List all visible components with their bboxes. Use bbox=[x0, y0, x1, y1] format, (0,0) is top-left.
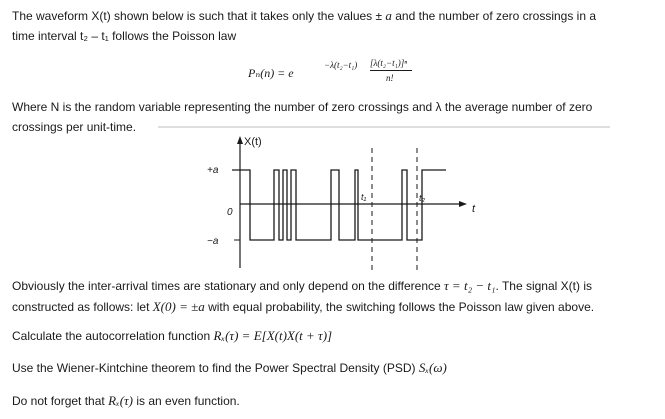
stationary-line bbox=[12, 276, 592, 296]
even-end: is an even function. bbox=[133, 394, 240, 408]
zero-label: 0 bbox=[227, 207, 233, 218]
even-line bbox=[12, 391, 240, 411]
stationary-end: . The signal X(t) is bbox=[495, 279, 592, 293]
calc-line bbox=[12, 326, 332, 346]
stationary-text: Obviously the inter-arrival times are stationary and only depend on the difference bbox=[12, 279, 445, 293]
intro-line-1-text: The waveform X(t) shown below is such that it takes only the values ± bbox=[12, 9, 386, 23]
formula-exponent: −λ(t₂−t₁) bbox=[324, 60, 358, 70]
even-text: Do not forget that bbox=[12, 394, 109, 408]
intro-var-a: a bbox=[385, 8, 392, 23]
t1-label: t₁ bbox=[361, 192, 367, 202]
initial-condition: X(0) = ±a bbox=[152, 299, 205, 314]
formula-denominator: n! bbox=[386, 73, 394, 83]
construct-end: with equal probability, the switching follows the Poisson law given above. bbox=[204, 300, 595, 314]
wiener-line bbox=[12, 358, 447, 378]
construct-text: constructed as follows: let bbox=[12, 300, 153, 314]
y-axis-label: X(t) bbox=[244, 136, 262, 148]
x-axis-label: t bbox=[472, 203, 476, 215]
construct-line bbox=[12, 297, 594, 317]
intro-line-1-end: and the number of zero crossings in a bbox=[391, 9, 597, 23]
wiener-text: Use the Wiener-Kintchine theorem to find the Power Spectral Density (PSD) bbox=[12, 361, 419, 375]
autocorrelation-formula: Rₓ(τ) = E[X(t)X(t + τ)] bbox=[213, 328, 333, 343]
y-axis-arrow-icon bbox=[237, 136, 243, 144]
where-line-1: Where N is the random variable representing the number of zero crossings and λ the average number of zero bbox=[12, 100, 593, 114]
calc-text: Calculate the autocorrelation function bbox=[12, 329, 214, 343]
square-wave bbox=[232, 170, 446, 240]
tau-definition: τ = t₂ − t₁ bbox=[444, 278, 496, 293]
where-line-2: crossings per unit-time. bbox=[12, 120, 137, 134]
formula-numerator: [λ(t₂−t₁)]ⁿ bbox=[370, 58, 408, 68]
plus-a-label: +a bbox=[207, 165, 219, 176]
psd-symbol: Sₓ(ω) bbox=[418, 360, 447, 375]
minus-a-label: −a bbox=[207, 236, 219, 247]
t2-label: t₂ bbox=[419, 193, 425, 203]
formula-lhs: Pₙ(n) = e bbox=[248, 66, 294, 80]
autocorrelation-symbol: Rₓ(τ) bbox=[108, 393, 134, 408]
x-axis-arrow-icon bbox=[459, 201, 467, 207]
intro-line-2: time interval t₂ – t₁ follows the Poisson law bbox=[12, 29, 237, 43]
